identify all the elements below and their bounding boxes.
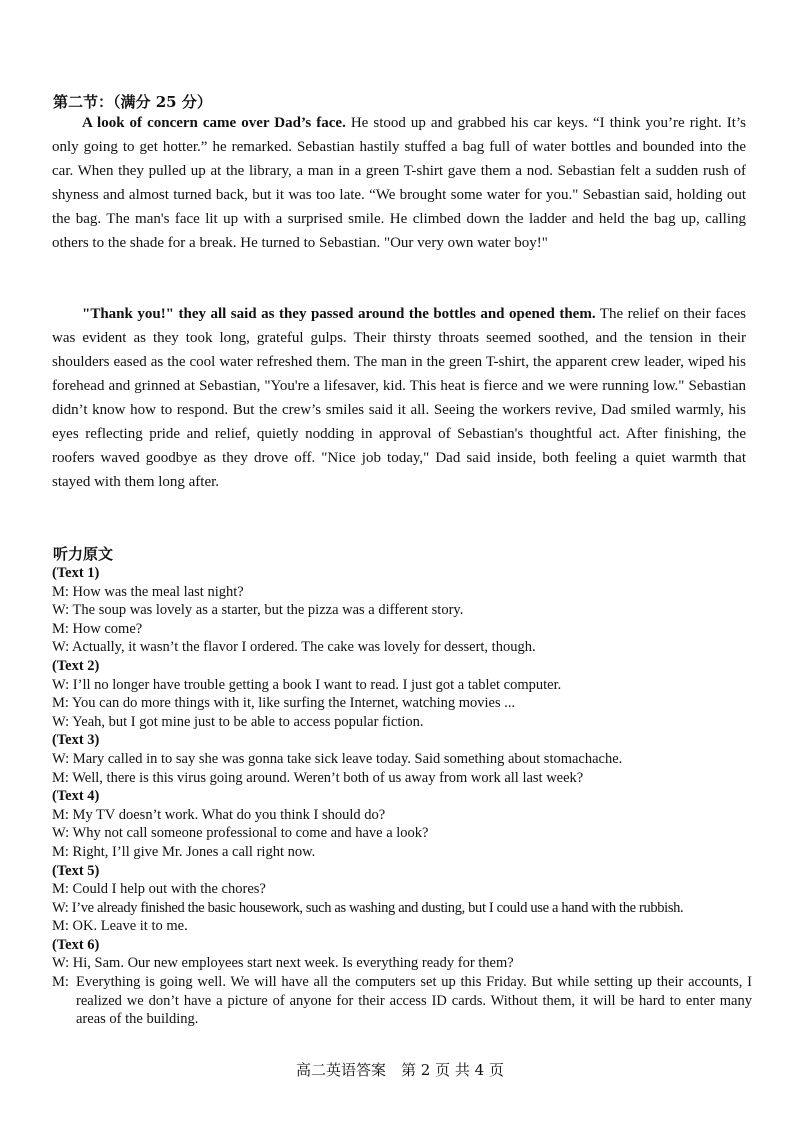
dialogue-line: W: I’ll no longer have trouble getting a book I want to read. I just got a tablet computer. [52, 676, 562, 693]
dialogue-line: W: Actually, it wasn’t the flavor I ordered. The cake was lovely for dessert, though. [52, 639, 536, 656]
dialogue-line: M: Well, there is this virus going around. Weren’t both of us away from work all last week? [52, 769, 584, 786]
text-3-heading: (Text 3) [52, 732, 100, 749]
paragraph-1-body: He stood up and grabbed his car keys. “I think you’re right. It’s only going to get hotter.” he remarked. Sebastian hastily stuffed a bag full of water bottles and bounded into the car. When they pulled up at the library, a man in a green T-shirt gave them a nod. Sebastian felt a sudden rush of shyness and almost turned back, but it was too late. “We brought some water for you." Sebastian said, holding out the bag. The man's face lit up with a surprised smile. He climbed down the ladder and held the bag up, calling others to the shade for a break. He turned to Sebastian. "Our very own water boy!" [52, 115, 746, 251]
page-footer: 高二英语答案 第 2 页 共 4 页 [296, 1061, 504, 1079]
listening-transcript [52, 564, 752, 1028]
dialogue-line: M: You can do more things with it, like surfing the Internet, watching movies ... [52, 695, 516, 712]
paragraph-2-body: The relief on their faces was evident as they took long, grateful gulps. Their thirsty throats seemed soothed, and the tension in their shoulders eased as the cool water refreshed them. The man in the green T-shirt, the apparent crew leader, wiped his forehead and grinned at Sebastian, "You're a lifesaver, kid. This heat is fierce and we were running low." Sebastian didn’t know how to respond. But the crew’s smiles said it all. Seeing the workers revive, Dad smiled warmly, his eyes reflecting pride and relief, quietly nodding in approval of Sebastian's thoughtful act. After finishing, the roofers waved goodbye as they drove off. "Nice job today," Dad said inside, both feeling a quiet warmth that stayed with them long after. [52, 306, 747, 490]
dialogue-line: W: Why not call someone professional to come and have a look? [52, 825, 429, 842]
dialogue-line: M: OK. Leave it to me. [52, 918, 188, 935]
paragraph-2 [52, 302, 746, 494]
listening-title: 听力原文 [53, 545, 114, 563]
dialogue-line: M: Right, I’ll give Mr. Jones a call right now. [52, 843, 316, 860]
dialogue-line-multiline [52, 973, 752, 1028]
dialogue-line: W: Hi, Sam. Our new employees start next week. Is everything ready for them? [52, 955, 514, 972]
text-4-heading: (Text 4) [52, 788, 100, 805]
dialogue-line: M: How come? [52, 620, 143, 637]
dialogue-line: W: Yeah, but I got mine just to be able to access popular fiction. [52, 713, 424, 730]
dialogue-line: M: How was the meal last night? [52, 583, 244, 600]
dialogue-line: W: I’ve already finished the basic housework, such as washing and dusting, but I could use a hand with the rubbish. [52, 899, 684, 916]
text-1-heading: (Text 1) [52, 565, 100, 581]
dialogue-line: W: Mary called in to say she was gonna take sick leave today. Said something about stomachache. [52, 750, 623, 767]
dialogue-line: W: The soup was lovely as a starter, but the pizza was a different story. [52, 602, 464, 619]
text-6-heading: (Text 6) [52, 936, 100, 953]
paragraph-1 [52, 111, 746, 255]
text-2-heading: (Text 2) [52, 657, 100, 674]
paragraph-1-lead: A look of concern came over Dad’s face. [82, 115, 346, 131]
section-title: 第二节：（满分 25 分） [53, 93, 212, 111]
speaker-label: M: [52, 974, 69, 991]
paragraph-2-lead: "Thank you!" they all said as they passed around the bottles and opened them. [82, 306, 596, 322]
text-5-heading: (Text 5) [52, 862, 100, 879]
dialogue-line: M: Could I help out with the chores? [52, 881, 266, 898]
utterance-text: Everything is going well. We will have all the computers set up this Friday. But while setting up their accounts, I realized we don’t have a picture of anyone for their access ID cards. Without them, it will be hard to enter many areas of the building. [76, 974, 752, 1028]
dialogue-line: M: My TV doesn’t work. What do you think I should do? [52, 806, 386, 823]
